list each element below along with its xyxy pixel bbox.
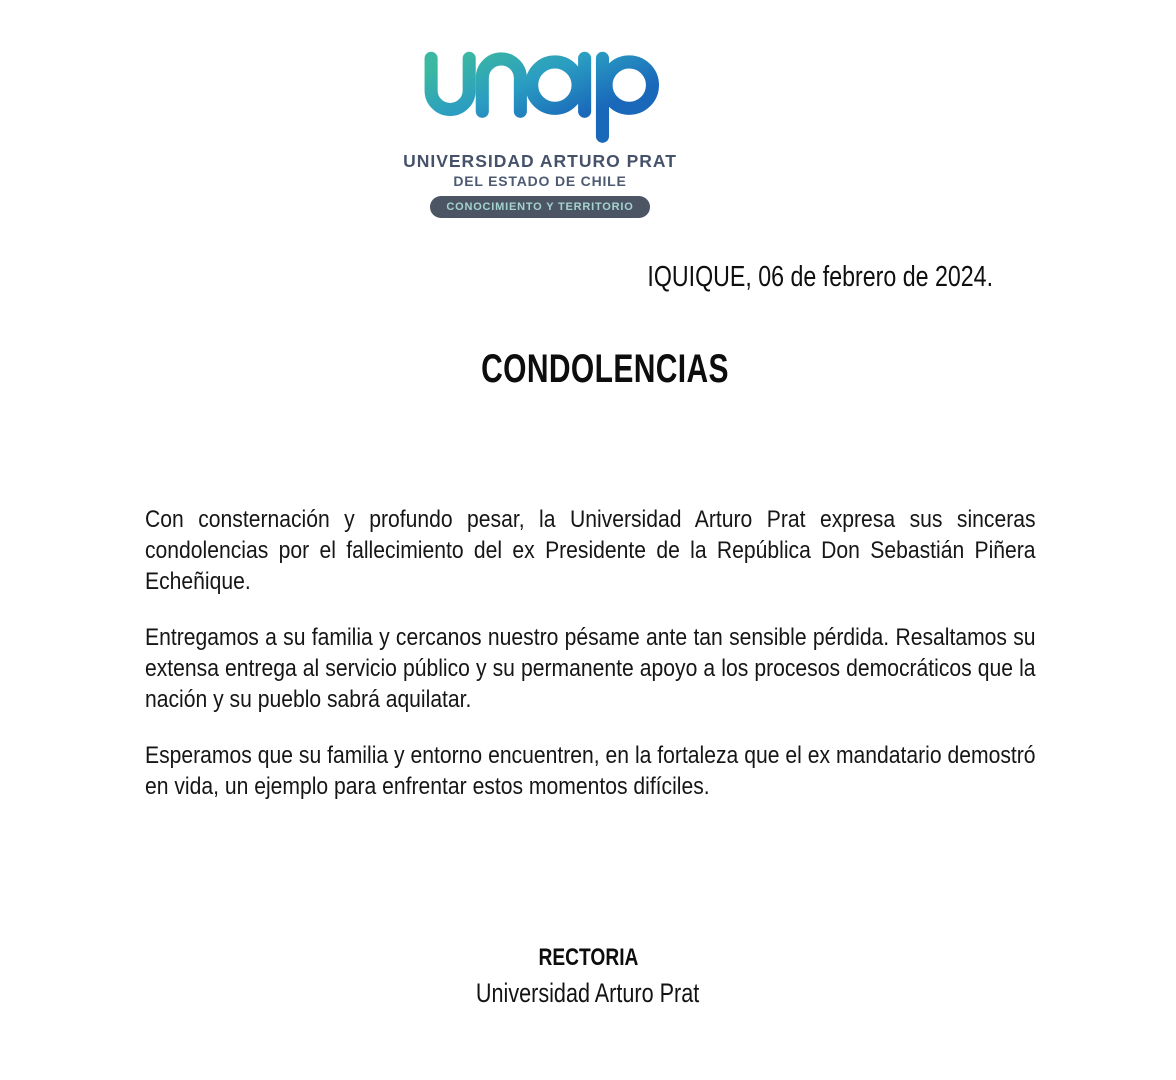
unap-logo [0, 0, 1128, 218]
institution-name: UNIVERSIDAD ARTURO PRAT [403, 151, 677, 172]
tagline-badge: CONOCIMIENTO Y TERRITORIO [430, 196, 649, 218]
paragraph-family: Esperamos que su familia y entorno encuentren, en la fortaleza que el ex mandatario demostró en vida, un ejemplo para enfrentar estos momentos difíciles. [145, 742, 1036, 801]
letter-title: CONDOLENCIAS [481, 347, 729, 392]
unap-wordmark-icon [418, 50, 662, 144]
institution-subtitle: DEL ESTADO DE CHILE [453, 173, 627, 190]
date-line [0, 260, 1176, 294]
paragraph-tribute: Entregamos a su familia y cercanos nuestro pésame ante tan sensible pérdida. Resaltamos su extensa entrega al servicio público y su permanente apoyo a los procesos democráticos que la nación y su pueblo sabrá aquilatar. [145, 624, 1036, 714]
signature-block [0, 944, 1176, 1008]
letter-body [145, 504, 1036, 802]
paragraph-condolences: Con consternación y profundo pesar, la Universidad Arturo Prat expresa sus sinceras condolencias por el fallecimiento del ex Presidente de la República Don Sebastián Piñera Echeñique. [145, 506, 1036, 596]
signature-role: RECTORIA [538, 944, 638, 972]
date-text: IQUIQUE, 06 de febrero de 2024. [647, 261, 993, 294]
signature-organization: Universidad Arturo Prat [476, 978, 700, 1009]
